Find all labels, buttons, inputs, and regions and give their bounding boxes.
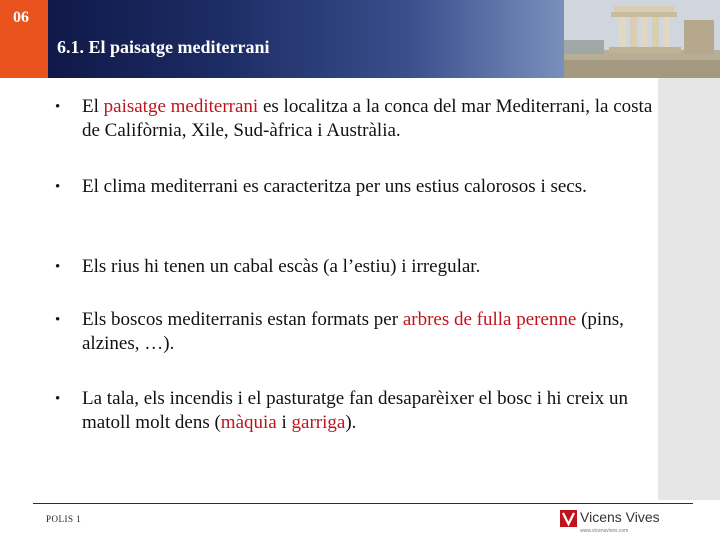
- text-segment: i: [276, 412, 292, 433]
- header-photo-image: [564, 0, 720, 78]
- highlighted-term: garriga: [291, 412, 346, 433]
- text-segment: El clima mediterrani es caracteritza per uns estius calorosos i secs.: [82, 176, 587, 197]
- page-title: 6.1. El paisatge mediterrani: [57, 37, 270, 57]
- bullet-dot: •: [55, 179, 61, 195]
- bullet-text: [82, 308, 655, 356]
- chapter-number: 06: [13, 9, 29, 26]
- publisher-logo: [560, 508, 660, 538]
- acropolis-temple-illustration: [564, 0, 720, 78]
- logo-url: www.vicensvives.com: [580, 528, 629, 534]
- text-segment: Els boscos mediterranis estan formats per: [82, 309, 403, 330]
- bullet-dot: •: [55, 312, 61, 328]
- bullet-text: [82, 95, 655, 143]
- bullet-text: [82, 387, 655, 435]
- text-segment: La tala, els incendis i el pasturatge fan desaparèixer el bosc i hi creix un matoll molt dens (: [82, 388, 629, 433]
- footer-label: POLIS 1: [46, 514, 82, 524]
- highlighted-term: màquia: [220, 412, 277, 433]
- text-segment: (pins, alzines, …).: [82, 309, 624, 354]
- bullet-dot: •: [55, 259, 61, 275]
- text-segment: ).: [345, 412, 357, 433]
- highlighted-term: arbres de fulla perenne: [402, 309, 577, 330]
- bullet-dot: •: [55, 391, 61, 407]
- bullet-text: [82, 175, 655, 199]
- footer-divider: [33, 503, 693, 504]
- list-item: [55, 175, 655, 199]
- text-segment: El: [82, 96, 104, 117]
- list-item: [55, 95, 655, 143]
- list-item: [55, 255, 655, 279]
- text-segment: es localitza a la conca del mar Mediterrani, la costa de Califòrnia, Xile, Sud-àfrica i Austràlia.: [82, 96, 653, 141]
- side-gray-bar: [658, 78, 720, 500]
- logo-name: Vicens Vives: [580, 509, 660, 525]
- header-band: [48, 0, 564, 78]
- chapter-number-box: [0, 0, 48, 78]
- list-item: [55, 387, 655, 435]
- bullet-dot: •: [55, 99, 61, 115]
- text-segment: Els rius hi tenen un cabal escàs (a l’estiu) i irregular.: [82, 256, 481, 277]
- logo-mark-icon: [560, 510, 577, 527]
- bullet-text: [82, 255, 655, 279]
- list-item: [55, 308, 655, 356]
- highlighted-term: paisatge mediterrani: [103, 96, 259, 117]
